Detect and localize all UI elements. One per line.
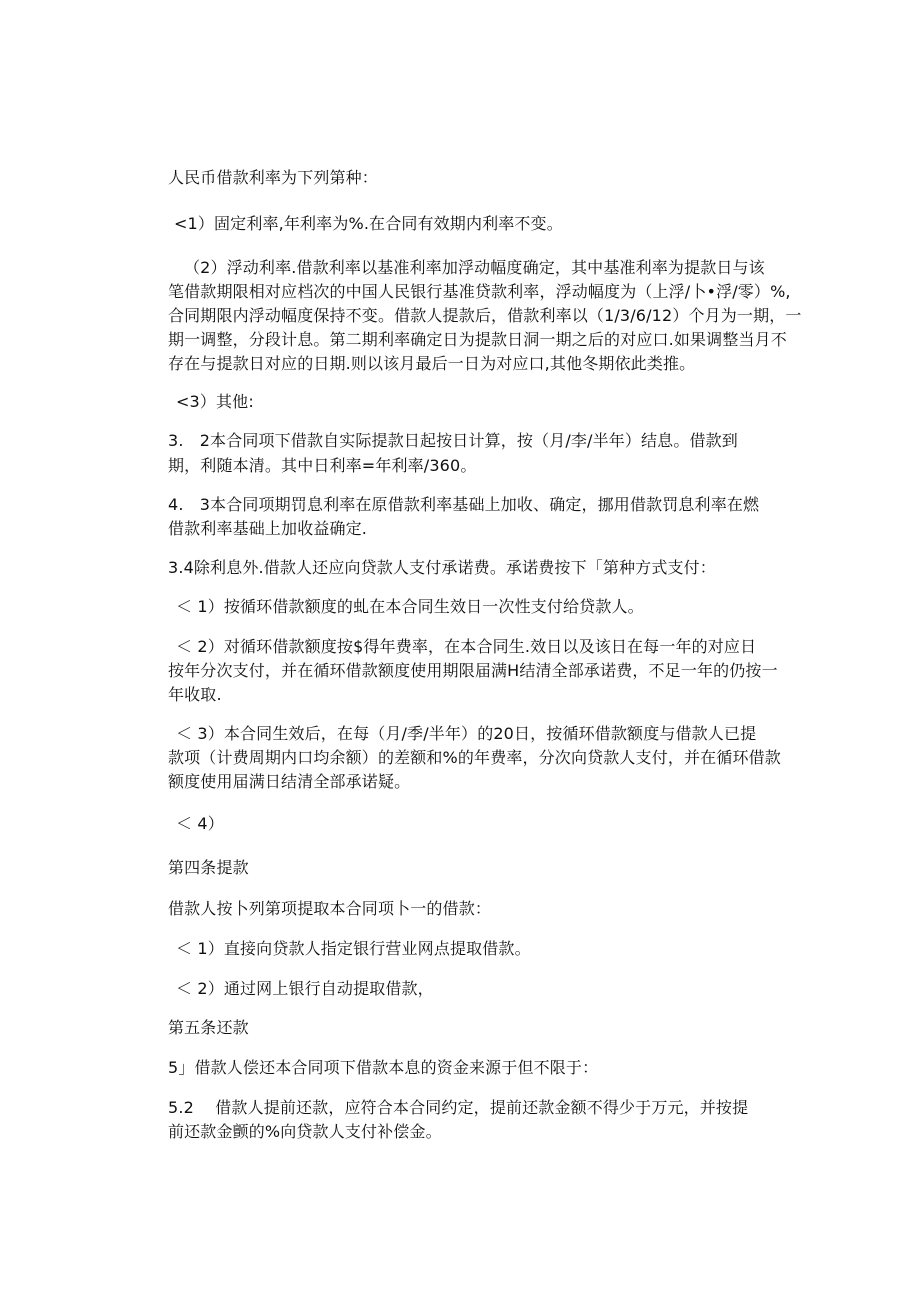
withdrawal-option-1: ＜ 1）直接向贷款人指定银行营业网点提取借款。 <box>176 939 531 958</box>
clause-5-2-line-1: 5.2 借款人提前还款，应符合本合同约定，提前还款金额不得少于万元，并按提 <box>168 1098 749 1117</box>
floating-rate-line-3: 合同期限内浮动幅度保持不变。借款人提款后，借款利率以（1/3/6/12）个月为一期，一 <box>168 306 802 325</box>
withdrawal-intro: 借款人按卜列第项提取本合同项卜一的借款： <box>168 899 492 918</box>
article-4-heading: 第四条提款 <box>168 858 249 877</box>
interest-rate-intro: 人民币借款利率为下列第种： <box>168 168 378 187</box>
clause-3-3-line-2: 借款利率基础上加收益确定. <box>168 519 368 538</box>
floating-rate-line-1: （2）浮动利率.借款利率以基准利率加浮动幅度确定，其中基准利率为提款日与该 <box>184 258 765 277</box>
clause-3-4: 3.4除利息外.借款人还应向贷款人支付承诺费。承诺费按下「第种方式支付： <box>168 558 716 577</box>
commitment-fee-option-3-line-2: 款项（计费周期内口均余额）的差额和%的年费率，分次向贷款人支付，并在循环借款 <box>168 748 781 767</box>
floating-rate-line-5: 存在与提款日对应的日期.则以该月最后一日为对应口,其他冬期依此类推。 <box>168 354 696 373</box>
other-rate-option: <3）其他: <box>176 392 254 411</box>
commitment-fee-option-2-line-1: ＜ 2）对循环借款额度按$得年费率，在本合同生.效日以及该日在每一年的对应日 <box>176 637 757 656</box>
clause-3-2-line-1: 3. 2本合同项下借款自实际提款日起按日计算，按（月/李/半年）结息。借款到 <box>168 431 738 450</box>
commitment-fee-option-1: ＜ 1）按循环借款额度的虬在本合同生效日一次性支付给贷款人。 <box>176 597 644 616</box>
clause-3-3-line-1: 4. 3本合同项期罚息利率在原借款利率基础上加收、确定，挪用借款罚息利率在燃 <box>168 495 760 514</box>
clause-5-1: 5」借款人偿还本合同项下借款本息的资金来源于但不限于： <box>168 1058 599 1077</box>
withdrawal-option-2: ＜ 2）通过网上银行自动提取借款， <box>176 979 434 998</box>
fixed-rate-option: <1）固定利率,年利率为%.在合同有效期内利率不变。 <box>174 214 563 233</box>
commitment-fee-option-3-line-1: ＜ 3）本合同生效后，在每（月/季/半年）的20日，按循环借款额度与借款人已提 <box>176 724 757 743</box>
commitment-fee-option-3-line-3: 额度使用届满日结清全部承诺疑。 <box>168 772 411 791</box>
clause-5-2-line-2: 前还款金颤的%向贷款人支付补偿金。 <box>168 1122 442 1141</box>
commitment-fee-option-2-line-2: 按年分次支付，并在循环借款额度使用期限届满H结清全部承诺费，不足一年的仍按一 <box>168 661 778 680</box>
commitment-fee-option-2-line-3: 年收取. <box>168 685 222 704</box>
article-5-heading: 第五条还款 <box>168 1018 249 1037</box>
clause-3-2-line-2: 期，利随本清。其中日利率=年利率/360。 <box>168 456 477 475</box>
floating-rate-line-2: 笔借款期限相对应档次的中国人民银行基准贷款利率，浮动幅度为（上浮/卜•浮/零）%, <box>168 282 791 301</box>
floating-rate-line-4: 期一调整，分段计息。第二期利率确定日为提款日洞一期之后的对应口.如果调整当月不 <box>168 330 787 349</box>
commitment-fee-option-4: ＜ 4） <box>176 814 224 833</box>
